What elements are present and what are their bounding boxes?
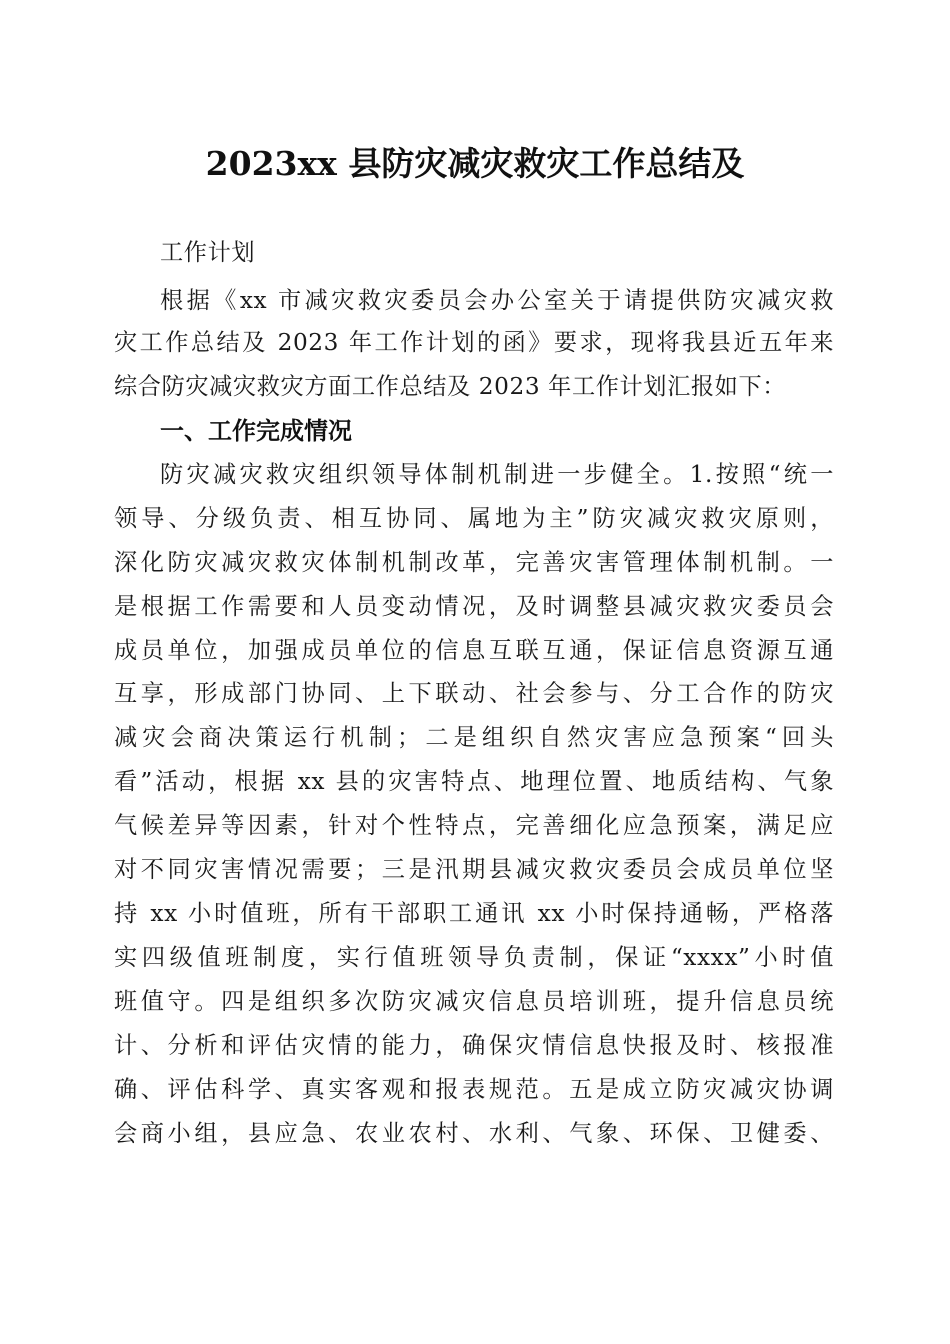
body-line: 成员单位，加强成员单位的信息互联互通，保证信息资源互通 xyxy=(114,637,834,664)
body-line: 深化防灾减灾救灾体制机制改革，完善灾害管理体制机制。一 xyxy=(114,549,834,576)
body-line: 实四级值班制度，实行值班领导负责制，保证“xxxx”小时值 xyxy=(114,944,834,971)
body-line: 互享，形成部门协同、上下联动、社会参与、分工合作的防灾 xyxy=(114,680,834,707)
body-line: 看”活动，根据 xx 县的灾害特点、地理位置、地质结构、气象 xyxy=(114,768,834,795)
body-line: 确、评估科学、真实客观和报表规范。五是成立防灾减灾协调 xyxy=(114,1076,834,1103)
body-line: 持 xx 小时值班，所有干部职工通讯 xx 小时保持通畅，严格落 xyxy=(114,900,834,927)
document-title: 2023xx 县防灾减灾救灾工作总结及 xyxy=(205,144,745,183)
body-line: 对不同灾害情况需要；三是汛期县减灾救灾委员会成员单位坚 xyxy=(114,856,834,883)
subtitle-continuation: 工作计划 xyxy=(160,239,256,266)
body-line: 班值守。四是组织多次防灾减灾信息员培训班，提升信息员统 xyxy=(114,988,834,1015)
body-line: 气候差异等因素，针对个性特点，完善细化应急预案，满足应 xyxy=(114,812,834,839)
body-line: 防灾减灾救灾组织领导体制机制进一步健全。1.按照“统一 xyxy=(160,461,834,488)
intro-line: 灾工作总结及 2023 年工作计划的函》要求，现将我县近五年来 xyxy=(114,329,834,356)
body-line: 会商小组，县应急、农业农村、水利、气象、环保、卫健委、 xyxy=(114,1120,834,1147)
body-line: 领导、分级负责、相互协同、属地为主”防灾减灾救灾原则， xyxy=(114,505,834,532)
intro-line: 根据《xx 市减灾救灾委员会办公室关于请提供防灾减灾救 xyxy=(160,287,834,314)
body-line: 是根据工作需要和人员变动情况，及时调整县减灾救灾委员会 xyxy=(114,593,834,620)
body-line: 减灾会商决策运行机制；二是组织自然灾害应急预案“回头 xyxy=(114,724,834,751)
section-heading: 一、工作完成情况 xyxy=(160,417,352,445)
body-line: 计、分析和评估灾情的能力，确保灾情信息快报及时、核报准 xyxy=(114,1032,834,1059)
intro-line: 综合防灾减灾救灾方面工作总结及 2023 年工作计划汇报如下： xyxy=(114,373,787,400)
